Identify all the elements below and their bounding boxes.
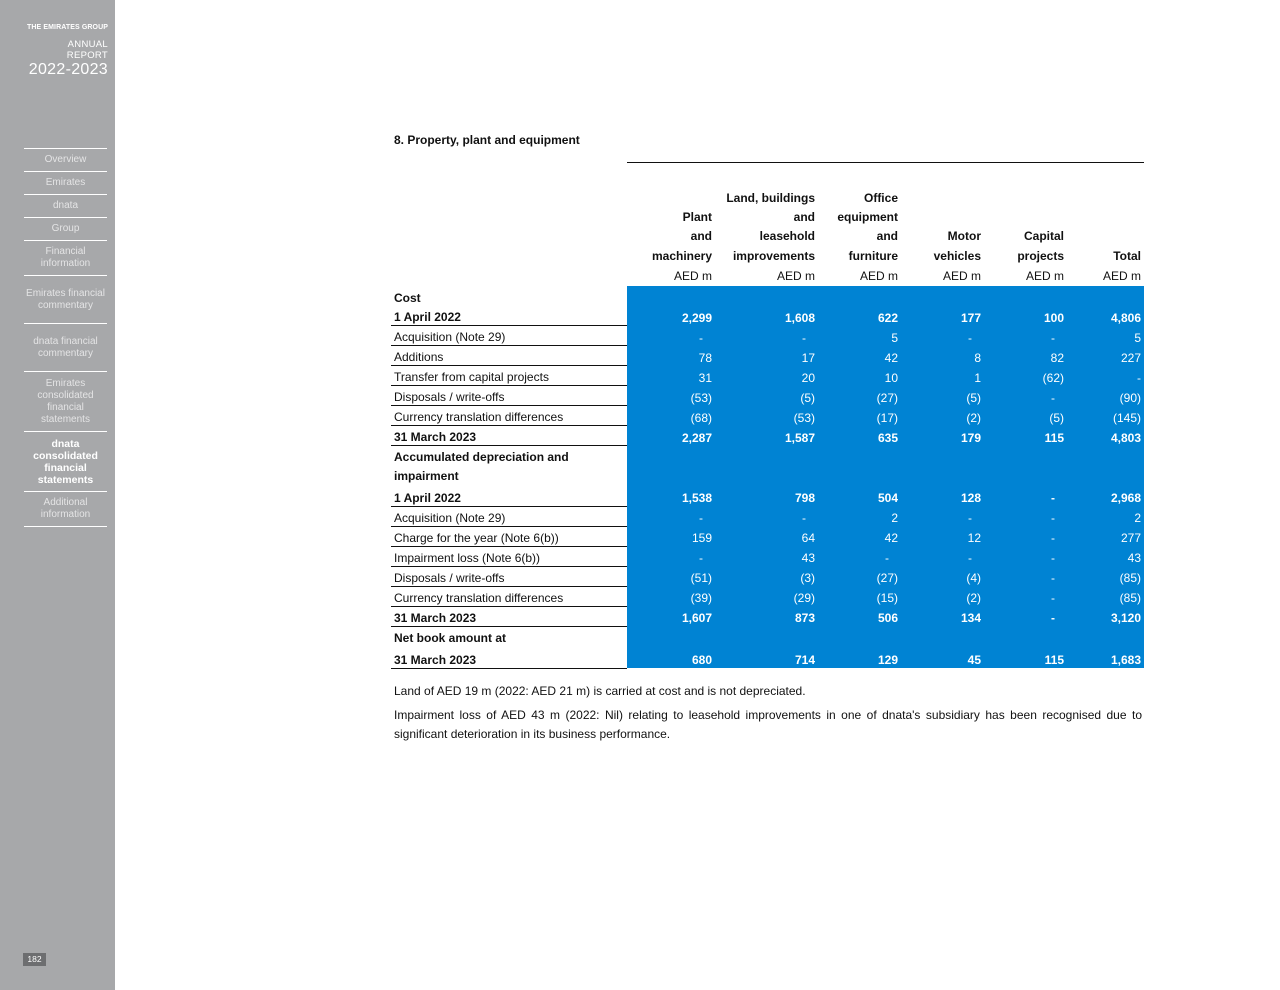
cell-value: - bbox=[984, 526, 1067, 546]
cell-value bbox=[984, 446, 1067, 487]
cell-value bbox=[901, 626, 984, 646]
table-row bbox=[391, 606, 1144, 626]
cell-value: 42 bbox=[818, 346, 901, 366]
cell-value: - bbox=[627, 546, 715, 566]
cell-value: 128 bbox=[901, 486, 984, 506]
row-label: 1 April 2022 bbox=[391, 306, 627, 326]
column-header-line: machinery bbox=[651, 248, 712, 263]
cell-value: 873 bbox=[715, 606, 818, 626]
cell-value: (85) bbox=[1067, 566, 1144, 586]
column-header bbox=[715, 163, 818, 266]
cell-value: 2,968 bbox=[1067, 486, 1144, 506]
column-header-line: equipment bbox=[837, 210, 898, 225]
column-header bbox=[818, 163, 901, 266]
column-unit: AED m bbox=[673, 268, 712, 283]
cell-value: (51) bbox=[627, 566, 715, 586]
table-row bbox=[391, 406, 1144, 426]
cell-value: (90) bbox=[1067, 386, 1144, 406]
cell-value: 115 bbox=[984, 646, 1067, 668]
table-row bbox=[391, 626, 1144, 646]
cell-value bbox=[818, 626, 901, 646]
row-label: 31 March 2023 bbox=[391, 646, 627, 668]
cell-value: 42 bbox=[818, 526, 901, 546]
table-row bbox=[391, 526, 1144, 546]
cell-value: 82 bbox=[984, 346, 1067, 366]
cell-value: (27) bbox=[818, 386, 901, 406]
cell-value: 2 bbox=[1067, 506, 1144, 526]
column-header bbox=[901, 163, 984, 266]
cell-value: 20 bbox=[715, 366, 818, 386]
cell-value bbox=[715, 286, 818, 306]
cell-value bbox=[715, 626, 818, 646]
cell-value bbox=[818, 286, 901, 306]
cell-value: (2) bbox=[901, 406, 984, 426]
column-header-line: furniture bbox=[848, 248, 898, 263]
cell-value: (17) bbox=[818, 406, 901, 426]
cell-value: (5) bbox=[984, 406, 1067, 426]
note-impairment: Impairment loss of AED 43 m (2022: Nil) relating to leasehold improvements in one of dnata's subsidiary has been recognised due to significant deterioration in its business performance. bbox=[394, 708, 1142, 741]
cell-value: 8 bbox=[901, 346, 984, 366]
cell-value: 177 bbox=[901, 306, 984, 326]
cell-value: - bbox=[627, 506, 715, 526]
cell-value: - bbox=[627, 326, 715, 346]
cell-value bbox=[901, 286, 984, 306]
nav-item[interactable]: Additional information bbox=[24, 492, 107, 527]
section-title: 8. Property, plant and equipment bbox=[394, 133, 580, 147]
brand-org: THE EMIRATES GROUP bbox=[26, 24, 108, 31]
row-label: 31 March 2023 bbox=[391, 426, 627, 446]
cell-value bbox=[901, 446, 984, 487]
cell-value: 2,299 bbox=[627, 306, 715, 326]
nav-item[interactable]: Financial information bbox=[24, 241, 107, 276]
column-header-line: and bbox=[690, 229, 712, 244]
brand-report: ANNUAL REPORT bbox=[66, 39, 108, 61]
cell-value: 43 bbox=[715, 546, 818, 566]
ppe-table bbox=[391, 162, 1144, 669]
cell-value: 1,608 bbox=[715, 306, 818, 326]
cell-value: 159 bbox=[627, 526, 715, 546]
table-row bbox=[391, 386, 1144, 406]
cell-value: 179 bbox=[901, 426, 984, 446]
cell-value: 78 bbox=[627, 346, 715, 366]
column-header-line: and bbox=[876, 229, 898, 244]
row-label: Charge for the year (Note 6(b)) bbox=[391, 526, 627, 546]
column-header-line: Capital bbox=[1023, 229, 1064, 244]
cell-value bbox=[1067, 446, 1144, 487]
column-unit: AED m bbox=[1102, 268, 1141, 283]
table-row bbox=[391, 286, 1144, 306]
column-unit: AED m bbox=[1025, 268, 1064, 283]
column-header-line: improvements bbox=[732, 248, 815, 263]
column-header-line: leasehold bbox=[759, 229, 815, 244]
cell-value bbox=[627, 626, 715, 646]
cell-value: 3,120 bbox=[1067, 606, 1144, 626]
table-row bbox=[391, 546, 1144, 566]
cell-value: 10 bbox=[818, 366, 901, 386]
row-label: Acquisition (Note 29) bbox=[391, 326, 627, 346]
column-header-line: projects bbox=[1017, 248, 1064, 263]
cell-value: - bbox=[984, 326, 1067, 346]
table-row bbox=[391, 586, 1144, 606]
column-header-line: vehicles bbox=[933, 248, 981, 263]
cell-value: 680 bbox=[627, 646, 715, 668]
row-label: Disposals / write-offs bbox=[391, 386, 627, 406]
table-row bbox=[391, 426, 1144, 446]
cell-value: - bbox=[984, 386, 1067, 406]
column-header-line: Plant bbox=[682, 210, 712, 225]
row-label: Additions bbox=[391, 346, 627, 366]
cell-value: (53) bbox=[627, 386, 715, 406]
nav-item[interactable]: dnata financial commentary bbox=[24, 324, 107, 372]
table-row bbox=[391, 346, 1144, 366]
cell-value: (4) bbox=[901, 566, 984, 586]
cell-value: (5) bbox=[715, 386, 818, 406]
note-land: Land of AED 19 m (2022: AED 21 m) is carried at cost and is not depreciated. bbox=[394, 684, 806, 698]
column-header-line: Office bbox=[863, 191, 898, 205]
column-header bbox=[627, 163, 715, 266]
nav-item[interactable]: dnata bbox=[24, 195, 107, 218]
column-unit: AED m bbox=[776, 268, 815, 283]
cell-value: - bbox=[984, 506, 1067, 526]
cell-value bbox=[1067, 286, 1144, 306]
table-row bbox=[391, 446, 1144, 487]
cell-value: (62) bbox=[984, 366, 1067, 386]
row-label: 1 April 2022 bbox=[391, 486, 627, 506]
cell-value: 622 bbox=[818, 306, 901, 326]
cell-value: 2,287 bbox=[627, 426, 715, 446]
table-row bbox=[391, 646, 1144, 668]
cell-value: 1,587 bbox=[715, 426, 818, 446]
cell-value: 506 bbox=[818, 606, 901, 626]
cell-value bbox=[627, 286, 715, 306]
page-number: 182 bbox=[23, 953, 46, 966]
column-header-line: Motor bbox=[947, 229, 981, 244]
units-blank bbox=[391, 266, 627, 286]
cell-value: 2 bbox=[818, 506, 901, 526]
cell-value: (53) bbox=[715, 406, 818, 426]
cell-value: - bbox=[984, 486, 1067, 506]
cell-value: 1 bbox=[901, 366, 984, 386]
nav-item[interactable]: Group bbox=[24, 218, 107, 241]
row-label: Accumulated depreciation and impairment bbox=[394, 450, 569, 484]
cell-value: 635 bbox=[818, 426, 901, 446]
nav-item[interactable]: Emirates financial commentary bbox=[24, 276, 107, 324]
cell-value: 100 bbox=[984, 306, 1067, 326]
table-row bbox=[391, 326, 1144, 346]
cell-value: 12 bbox=[901, 526, 984, 546]
cell-value bbox=[715, 446, 818, 487]
column-header-line: Total bbox=[1113, 248, 1141, 263]
sidebar-nav bbox=[24, 148, 107, 527]
cell-value: (27) bbox=[818, 566, 901, 586]
row-label: Impairment loss (Note 6(b)) bbox=[391, 546, 627, 566]
cell-value: - bbox=[715, 326, 818, 346]
row-label: Cost bbox=[394, 290, 421, 305]
row-label: Disposals / write-offs bbox=[391, 566, 627, 586]
row-label: Transfer from capital projects bbox=[391, 366, 627, 386]
cell-value: 17 bbox=[715, 346, 818, 366]
cell-value: 134 bbox=[901, 606, 984, 626]
cell-value: 798 bbox=[715, 486, 818, 506]
cell-value: 45 bbox=[901, 646, 984, 668]
column-header bbox=[1067, 163, 1144, 266]
cell-value: 1,538 bbox=[627, 486, 715, 506]
cell-value: - bbox=[901, 546, 984, 566]
table-row bbox=[391, 566, 1144, 586]
cell-value: 43 bbox=[1067, 546, 1144, 566]
cell-value: 4,806 bbox=[1067, 306, 1144, 326]
cell-value: 31 bbox=[627, 366, 715, 386]
cell-value: (29) bbox=[715, 586, 818, 606]
sidebar bbox=[0, 0, 115, 990]
cell-value: - bbox=[984, 606, 1067, 626]
cell-value: 1,683 bbox=[1067, 646, 1144, 668]
cell-value: 115 bbox=[984, 426, 1067, 446]
cell-value: 277 bbox=[1067, 526, 1144, 546]
cell-value: 129 bbox=[818, 646, 901, 668]
cell-value: 5 bbox=[1067, 326, 1144, 346]
header-blank bbox=[391, 163, 627, 266]
nav-item[interactable]: dnata consolidated financial statements bbox=[24, 432, 107, 492]
cell-value: - bbox=[984, 566, 1067, 586]
cell-value: - bbox=[715, 506, 818, 526]
cell-value: 714 bbox=[715, 646, 818, 668]
cell-value: 64 bbox=[715, 526, 818, 546]
table-row bbox=[391, 366, 1144, 386]
cell-value bbox=[1067, 626, 1144, 646]
cell-value: 1,607 bbox=[627, 606, 715, 626]
row-label: Currency translation differences bbox=[391, 586, 627, 606]
cell-value: 504 bbox=[818, 486, 901, 506]
cell-value: - bbox=[901, 506, 984, 526]
cell-value: - bbox=[984, 586, 1067, 606]
cell-value: 227 bbox=[1067, 346, 1144, 366]
column-unit: AED m bbox=[859, 268, 898, 283]
cell-value: (15) bbox=[818, 586, 901, 606]
row-label: Acquisition (Note 29) bbox=[391, 506, 627, 526]
cell-value: (39) bbox=[627, 586, 715, 606]
brand-block bbox=[24, 24, 108, 78]
cell-value bbox=[984, 626, 1067, 646]
cell-value: 5 bbox=[818, 326, 901, 346]
cell-value: (85) bbox=[1067, 586, 1144, 606]
cell-value: - bbox=[818, 546, 901, 566]
table-row bbox=[391, 306, 1144, 326]
cell-value bbox=[627, 446, 715, 487]
cell-value: (145) bbox=[1067, 406, 1144, 426]
cell-value: (2) bbox=[901, 586, 984, 606]
nav-item[interactable]: Emirates consolidated financial statements bbox=[24, 372, 107, 432]
cell-value: (3) bbox=[715, 566, 818, 586]
cell-value: (5) bbox=[901, 386, 984, 406]
cell-value bbox=[984, 286, 1067, 306]
brand-year: 2022-2023 bbox=[28, 61, 108, 78]
column-header-line: Land, buildings bbox=[726, 191, 815, 205]
table-row bbox=[391, 486, 1144, 506]
table-row bbox=[391, 506, 1144, 526]
cell-value: - bbox=[901, 326, 984, 346]
column-header bbox=[984, 163, 1067, 266]
column-unit: AED m bbox=[942, 268, 981, 283]
cell-value bbox=[818, 446, 901, 487]
row-label: Net book amount at bbox=[394, 631, 507, 646]
row-label: 31 March 2023 bbox=[391, 606, 627, 626]
nav-item[interactable]: Emirates bbox=[24, 172, 107, 195]
cell-value: - bbox=[1067, 366, 1144, 386]
cell-value: - bbox=[984, 546, 1067, 566]
cell-value: 4,803 bbox=[1067, 426, 1144, 446]
cell-value: (68) bbox=[627, 406, 715, 426]
column-header-line: and bbox=[793, 210, 815, 225]
nav-item[interactable]: Overview bbox=[24, 149, 107, 172]
row-label: Currency translation differences bbox=[391, 406, 627, 426]
